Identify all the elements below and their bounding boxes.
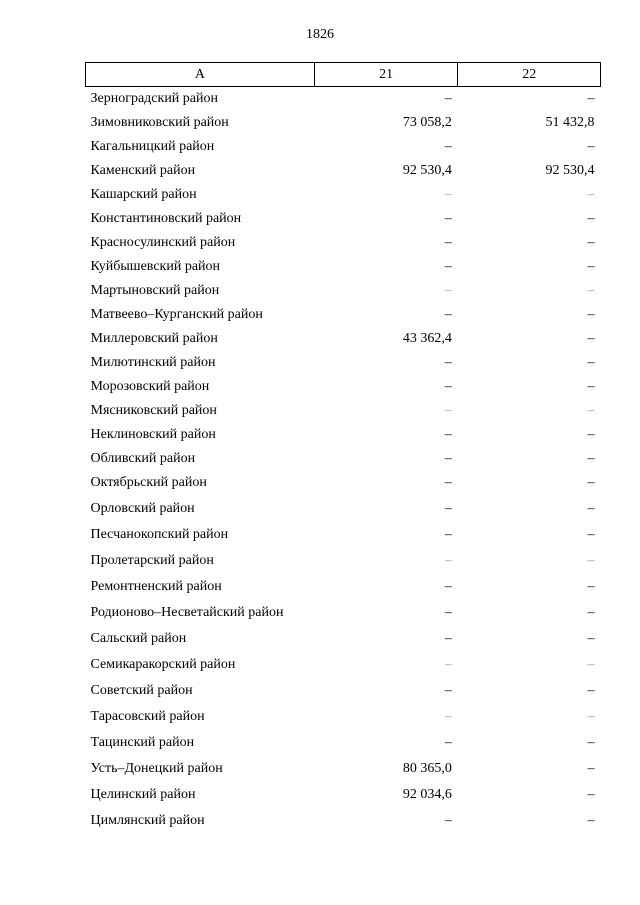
district-name: Усть–Донецкий район: [90, 760, 223, 776]
district-name: Зимовниковский район: [90, 114, 229, 130]
value-col-21: –: [444, 708, 452, 724]
value-col-22: –: [587, 450, 595, 466]
table-row: [86, 782, 601, 808]
district-name: Матвеево–Курганский район: [90, 306, 263, 322]
value-col-22: –: [587, 708, 595, 724]
value-col-21: 92 034,6: [402, 786, 452, 802]
value-col-22: –: [587, 138, 595, 154]
table-row: [86, 496, 601, 522]
table-row: [86, 548, 601, 574]
table-row: [86, 87, 601, 111]
value-col-21: 73 058,2: [402, 114, 452, 130]
table-row: [86, 375, 601, 399]
district-name: Обливский район: [90, 450, 196, 466]
table-row: [86, 447, 601, 471]
value-col-22: –: [587, 812, 595, 828]
district-name: Кагальницкий район: [90, 138, 215, 154]
value-col-21: –: [444, 90, 452, 106]
district-name: Каменский район: [90, 162, 196, 178]
value-col-21: –: [444, 812, 452, 828]
value-col-21: –: [444, 426, 452, 442]
district-name: Морозовский район: [90, 378, 210, 394]
district-name: Целинский район: [90, 786, 196, 802]
district-name: Неклиновский район: [90, 426, 216, 442]
table-row: [86, 471, 601, 496]
value-col-21: –: [444, 552, 452, 568]
value-col-22: –: [587, 210, 595, 226]
value-col-21: –: [444, 258, 452, 274]
value-col-22: –: [587, 734, 595, 750]
table-row: [86, 600, 601, 626]
table-row: [86, 159, 601, 183]
district-name: Константиновский район: [90, 210, 242, 226]
district-name: Семикаракорский район: [90, 656, 236, 672]
district-name: Ремонтненский район: [90, 578, 222, 594]
district-name: Кашарский район: [90, 186, 197, 202]
value-col-21: –: [444, 234, 452, 250]
column-header-21: 21: [314, 63, 458, 87]
value-col-21: –: [444, 578, 452, 594]
table-row: [86, 351, 601, 375]
district-name: Родионово–Несветайский район: [90, 604, 284, 620]
table-row: [86, 756, 601, 782]
value-col-21: 92 530,4: [402, 162, 452, 178]
value-col-22: –: [587, 760, 595, 776]
value-col-22: –: [587, 500, 595, 516]
table-row: [86, 574, 601, 600]
value-col-21: –: [444, 630, 452, 646]
table-row: [86, 399, 601, 423]
table-row: [86, 255, 601, 279]
table-row: [86, 652, 601, 678]
value-col-22: –: [587, 330, 595, 346]
district-name: Октябрьский район: [90, 475, 207, 490]
value-col-21: –: [444, 656, 452, 672]
value-col-22: –: [587, 656, 595, 672]
value-col-21: –: [444, 475, 452, 490]
value-col-21: –: [444, 526, 452, 542]
value-col-21: –: [444, 354, 452, 370]
page-number: 1826: [306, 27, 334, 42]
value-col-21: 80 365,0: [402, 760, 452, 776]
district-name: Цимлянский район: [90, 812, 205, 828]
table-row: [86, 423, 601, 447]
table-row: [86, 303, 601, 327]
table-body: [86, 87, 601, 834]
district-name: Куйбышевский район: [90, 258, 221, 274]
value-col-22: –: [587, 186, 595, 202]
table-row: [86, 111, 601, 135]
district-name: Милютинский район: [90, 354, 216, 370]
value-col-21: 43 362,4: [402, 330, 452, 346]
district-name: Орловский район: [90, 500, 195, 516]
table-row: [86, 207, 601, 231]
value-col-22: –: [587, 378, 595, 394]
value-col-21: –: [444, 210, 452, 226]
table-row: [86, 730, 601, 756]
value-col-21: –: [444, 306, 452, 322]
district-name: Тарасовский район: [90, 708, 205, 724]
table-row: [86, 135, 601, 159]
value-col-22: –: [587, 786, 595, 802]
value-col-21: –: [444, 186, 452, 202]
value-col-21: –: [444, 682, 452, 698]
district-name: Мясниковский район: [90, 402, 217, 418]
value-col-22: –: [587, 682, 595, 698]
district-name: Советский район: [90, 682, 193, 698]
table-header-row: [86, 63, 601, 87]
district-name: Тацинский район: [90, 734, 195, 750]
district-name: Миллеровский район: [90, 330, 218, 346]
value-col-22: –: [587, 604, 595, 620]
value-col-21: –: [444, 282, 452, 298]
value-col-21: –: [444, 500, 452, 516]
table-row: [86, 183, 601, 207]
value-col-22: –: [587, 630, 595, 646]
district-name: Мартыновский район: [90, 282, 220, 298]
value-col-22: –: [587, 526, 595, 542]
column-header-22: 22: [458, 63, 601, 87]
table-row: [86, 704, 601, 730]
value-col-22: –: [587, 234, 595, 250]
value-col-21: –: [444, 402, 452, 418]
district-name: Пролетарский район: [90, 552, 214, 568]
value-col-22: 92 530,4: [545, 162, 595, 178]
value-col-21: –: [444, 450, 452, 466]
value-col-21: –: [444, 378, 452, 394]
value-col-22: 51 432,8: [545, 114, 595, 130]
value-col-22: –: [587, 552, 595, 568]
district-name: Зерноградский район: [90, 90, 218, 106]
value-col-22: –: [587, 475, 595, 490]
value-col-21: –: [444, 734, 452, 750]
value-col-22: –: [587, 402, 595, 418]
table-row: [86, 808, 601, 834]
district-name: Песчанокопский район: [90, 526, 229, 542]
value-col-22: –: [587, 258, 595, 274]
column-header-a: А: [86, 63, 315, 87]
table-row: [86, 522, 601, 548]
table-row: [86, 678, 601, 704]
value-col-22: –: [587, 354, 595, 370]
value-col-21: –: [444, 604, 452, 620]
table-row: [86, 626, 601, 652]
value-col-22: –: [587, 306, 595, 322]
value-col-22: –: [587, 90, 595, 106]
table-row: [86, 327, 601, 351]
district-name: Красносулинский район: [90, 234, 236, 250]
value-col-22: –: [587, 282, 595, 298]
budget-table: [85, 62, 601, 834]
district-name: Сальский район: [90, 630, 187, 646]
value-col-22: –: [587, 426, 595, 442]
table-row: [86, 231, 601, 255]
value-col-21: –: [444, 138, 452, 154]
table-row: [86, 279, 601, 303]
value-col-22: –: [587, 578, 595, 594]
